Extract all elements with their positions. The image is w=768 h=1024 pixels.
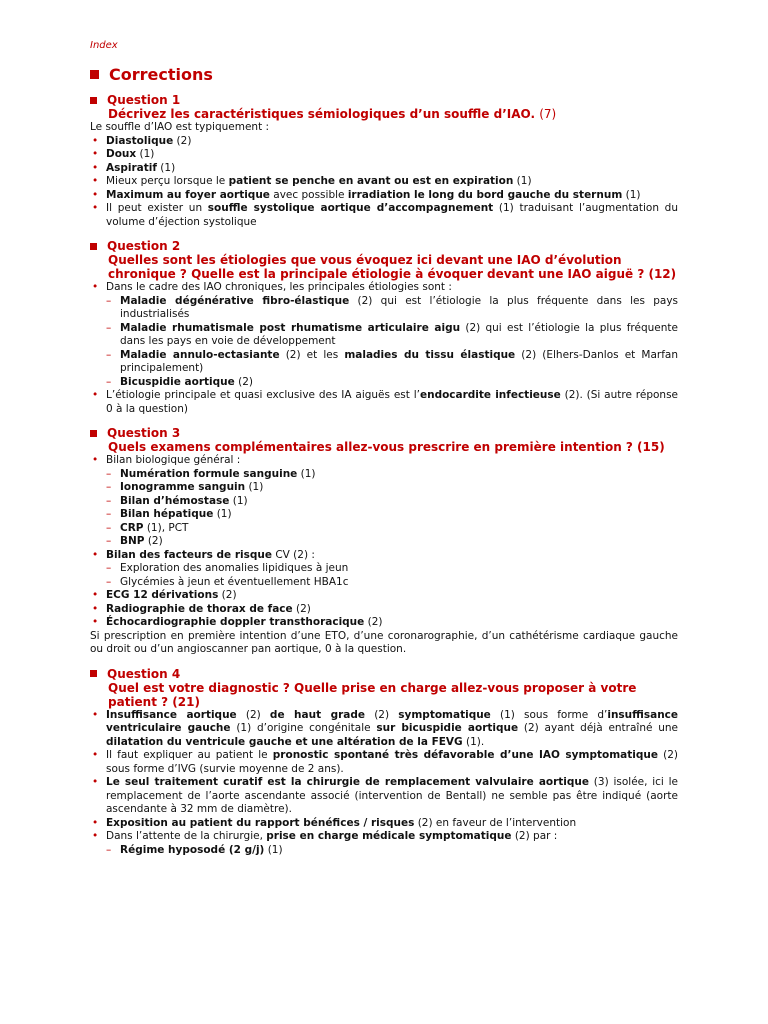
- list-item: – Bilan d’hémostase (1): [106, 495, 678, 509]
- list-item: – Numération formule sanguine (1): [106, 468, 678, 482]
- list-item: – Glycémies à jeun et éventuellement HBA1c: [106, 576, 678, 590]
- list-item: – Maladie annulo-ectasiante (2) et les maladies du tissu élastique (2) (Elhers-Danlos et Marfan principalement): [106, 349, 678, 376]
- sub-list: [106, 844, 678, 858]
- question-3-note: Si prescription en première intention d’une ETO, d’une coronarographie, d’un cathétérisme cardiaque gauche ou droit ou d’un angioscanner pan aortique, 0 à la question.: [90, 629, 678, 655]
- question-2-title: Quelles sont les étiologies que vous évoquez ici devant une IAO d’évolution chronique ? Quelle est la principale étiologie à évoquer devant une IAO aiguë ? (12): [108, 253, 677, 281]
- question-1-title: Décrivez les caractéristiques sémiologiques d’un souffle d’IAO. (7): [108, 107, 557, 121]
- square-bullet-icon: [90, 97, 97, 104]
- list-item: • Mieux perçu lorsque le patient se penche en avant ou est en expiration (1): [90, 175, 678, 189]
- section-title-text: Corrections: [109, 65, 213, 84]
- question-1-intro: Le souffle d’IAO est typiquement :: [90, 121, 270, 133]
- question-2: [90, 239, 678, 416]
- section-title: [90, 65, 678, 84]
- square-bullet-icon: [90, 243, 97, 250]
- list-item: • Bilan biologique général : – Numération formule sanguine (1) – Ionogramme sanguin (1) – Bilan d’hémostase (1) – Bilan hépatique (1) – CRP (1), PCT – BNP (2): [90, 454, 678, 549]
- list-item: • Le seul traitement curatif est la chirurgie de remplacement valvulaire aortique (3) isolée, ici le remplacement de l’aorte ascendante associé (intervention de Bentall) ne semble pas être indiqué (aorte ascendante à 32 mm de diamètre).: [90, 776, 678, 817]
- sub-list: [106, 295, 678, 390]
- question-4-label: Question 4: [90, 667, 678, 681]
- list-item: • Radiographie de thorax de face (2): [90, 603, 678, 617]
- list-item: – Bicuspidie aortique (2): [106, 376, 678, 390]
- question-1-label: Question 1: [90, 93, 678, 107]
- list-item: • Diastolique (2): [90, 135, 678, 149]
- list-item: – Ionogramme sanguin (1): [106, 481, 678, 495]
- question-3-list: [90, 454, 678, 630]
- list-item: • Bilan des facteurs de risque CV (2) : – Exploration des anomalies lipidiques à jeun – Glycémies à jeun et éventuellement HBA1c: [90, 549, 678, 590]
- square-bullet-icon: [90, 430, 97, 437]
- sub-list: [106, 562, 678, 589]
- list-item: – Exploration des anomalies lipidiques à jeun: [106, 562, 678, 576]
- list-item: • Il peut exister un souffle systolique aortique d’accompagnement (1) traduisant l’augmentation du volume d’éjection systolique: [90, 202, 678, 229]
- question-2-label: Question 2: [90, 239, 678, 253]
- question-2-list: [90, 281, 678, 416]
- index-link[interactable]: Index: [90, 40, 118, 51]
- square-bullet-icon: [90, 70, 99, 79]
- list-item: – Bilan hépatique (1): [106, 508, 678, 522]
- question-3-label: Question 3: [90, 426, 678, 440]
- list-item: • Il faut expliquer au patient le pronostic spontané très défavorable d’une IAO symptomatique (2) sous forme d’IVG (survie moyenne de 2 ans).: [90, 749, 678, 776]
- list-item: – CRP (1), PCT: [106, 522, 678, 536]
- question-1-list: [90, 135, 678, 230]
- list-item: – Maladie rhumatismale post rhumatisme articulaire aigu (2) qui est l’étiologie la plus fréquente dans les pays en voie de développement: [106, 322, 678, 349]
- list-item: • Maximum au foyer aortique avec possible irradiation le long du bord gauche du sternum (1): [90, 189, 678, 203]
- list-item: – Régime hyposodé (2 g/j) (1): [106, 844, 678, 858]
- list-item: • Dans le cadre des IAO chroniques, les principales étiologies sont : – Maladie dégénérative fibro-élastique (2) qui est l’étiologie la plus fréquente dans les pays industrialisés – Maladie rhumatismale post rhumatisme articulaire aigu (2) qui est l’étiologie la plus fréquente dans les pays en voie de développement – Maladie annulo-ectasiante (2) et les maladies du tissu élastique (2) (Elhers-Danlos et Marfan principalement) – Bicuspidie aortique (2): [90, 281, 678, 389]
- question-1: [90, 93, 678, 229]
- list-item: • Insuffisance aortique (2) de haut grade (2) symptomatique (1) sous forme d’insuffisance ventriculaire gauche (1) d’origine congénitale sur bicuspidie aortique (2) ayant déjà entraîné une dilatation du ventricule gauche et une altération de la FEVG (1).: [90, 709, 678, 750]
- list-item: • Échocardiographie doppler transthoracique (2): [90, 616, 678, 630]
- sub-list: [106, 468, 678, 549]
- square-bullet-icon: [90, 670, 97, 677]
- question-4-title: Quel est votre diagnostic ? Quelle prise en charge allez-vous proposer à votre patient ? (21): [108, 680, 637, 709]
- question-3-title: Quels examens complémentaires allez-vous prescrire en première intention ? (15): [108, 440, 665, 454]
- list-item: • Aspiratif (1): [90, 162, 678, 176]
- page: [90, 40, 678, 867]
- list-item: • L’étiologie principale et quasi exclusive des IA aiguës est l’endocardite infectieuse (2). (Si autre réponse 0 à la question): [90, 389, 678, 416]
- list-item: – BNP (2): [106, 535, 678, 549]
- question-3: [90, 426, 678, 657]
- list-item: – Maladie dégénérative fibro-élastique (2) qui est l’étiologie la plus fréquente dans les pays industrialisés: [106, 295, 678, 322]
- list-item: • Exposition au patient du rapport bénéfices / risques (2) en faveur de l’intervention: [90, 817, 678, 831]
- question-4: [90, 667, 678, 858]
- list-item: • ECG 12 dérivations (2): [90, 589, 678, 603]
- question-4-list: [90, 709, 678, 858]
- list-item: • Doux (1): [90, 148, 678, 162]
- list-item: • Dans l’attente de la chirurgie, prise en charge médicale symptomatique (2) par : – Régime hyposodé (2 g/j) (1): [90, 830, 678, 857]
